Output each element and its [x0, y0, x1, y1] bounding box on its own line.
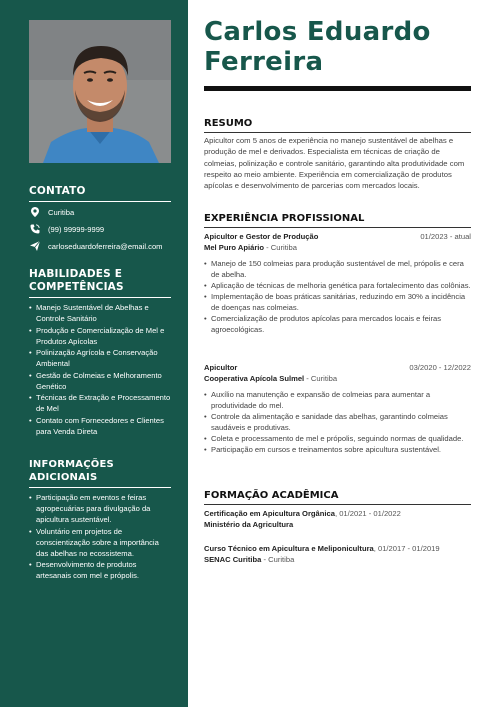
contact-phone — [29, 224, 171, 234]
education-course: Curso Técnico em Apicultura e Meliponicultura — [204, 544, 374, 553]
divider — [204, 504, 471, 505]
candidate-name — [204, 17, 471, 77]
job-company: Cooperativa Apícola Sulmel — [204, 374, 305, 383]
summary-title: RESUMO — [204, 118, 253, 129]
contact-location-text: Curitiba — [48, 207, 75, 217]
contact-title: CONTATO — [29, 185, 86, 197]
contact-location — [29, 207, 171, 217]
location-pin-icon — [29, 207, 41, 217]
list-item: • Manejo de 150 colmeias para produção sustentável de mel, própolis e cera de abelha. — [204, 258, 471, 280]
send-icon — [29, 241, 41, 251]
list-item: • Desenvolvimento de produtos artesanais com mel e própolis. — [29, 559, 171, 581]
list-item: • Participação em cursos e treinamentos sobre apicultura sustentável. — [204, 444, 471, 455]
phone-icon — [29, 224, 41, 234]
list-item: • Auxílio na manutenção e expansão de colmeias para aumentar a produtividade do mel. — [204, 389, 471, 411]
education-institution: Ministério da Agricultura — [204, 520, 294, 529]
list-item: • Contato com Fornecedores e Clientes para Venda Direta — [29, 415, 171, 437]
name-line-2: Ferreira — [204, 47, 324, 77]
contact-section — [29, 185, 171, 251]
education-item — [204, 543, 471, 565]
job-bullets — [204, 258, 471, 335]
divider — [29, 487, 171, 488]
education-dates: , 01/2017 - 01/2019 — [373, 544, 440, 553]
divider — [29, 297, 171, 298]
experience-title: EXPERIÊNCIA PROFISSIONAL — [204, 213, 365, 224]
divider — [204, 227, 471, 228]
name-line-1: Carlos Eduardo — [204, 17, 431, 47]
skills-list — [29, 302, 171, 437]
summary-text: Apicultor com 5 anos de experiência no manejo sustentável de abelhas e produção de mel e derivados. Especialista em técnicas de criação de colmeias, polinização e controle sanitário, garantindo alta produtividade com respeito ao meio ambiente. Experiência em comercialização de produtos apícolas e desenvolvimento de parcerias com mercados locais. — [204, 136, 465, 191]
list-item: • Produção e Comercialização de Mel e Produtos Apícolas — [29, 325, 171, 347]
list-item: • Controle da alimentação e sanidade das abelhas, garantindo colmeias saudáveis e produtivas. — [204, 411, 471, 433]
education-course: Certificação em Apicultura Orgânica — [204, 509, 335, 518]
job-location: - Curitiba — [304, 374, 338, 383]
divider — [204, 132, 471, 133]
list-item: • Gestão de Colmeias e Melhoramento Genético — [29, 370, 171, 392]
skills-title-line2: COMPETÊNCIAS — [29, 281, 124, 293]
additional-info-list — [29, 492, 171, 581]
job-header — [204, 362, 471, 384]
job-dates: 01/2023 - atual — [420, 232, 471, 241]
list-item: • Manejo Sustentável de Abelhas e Controle Sanitário — [29, 302, 171, 324]
contact-phone-text: (99) 99999-9999 — [48, 224, 105, 234]
list-item: • Aplicação de técnicas de melhoria genética para fortalecimento das colônias. — [204, 280, 471, 291]
job-location: - Curitiba — [264, 243, 297, 252]
job-dates: 03/2020 - 12/2022 — [409, 363, 471, 372]
education-dates: , 01/2021 - 01/2022 — [334, 509, 401, 518]
sidebar — [0, 0, 188, 707]
list-item: • Técnicas de Extração e Processamento de Mel — [29, 392, 171, 414]
profile-photo — [29, 20, 171, 163]
list-item: • Voluntário em projetos de conscientização sobre a importância das abelhas no ecossistema. — [29, 526, 171, 559]
list-item: • Comercialização de produtos apícolas para mercados locais e feiras agroecológicas. — [204, 313, 471, 335]
education-institution: SENAC Curitiba — [204, 555, 262, 564]
contact-email[interactable] — [29, 241, 171, 251]
list-item: • Polinização Agrícola e Conservação Ambiental — [29, 347, 171, 369]
education-title: FORMAÇÃO ACADÊMICA — [204, 490, 339, 501]
skills-section — [29, 268, 171, 437]
job-role: Apicultor e Gestor de Produção — [204, 232, 319, 241]
name-divider — [204, 86, 471, 91]
divider — [29, 201, 171, 202]
job-header — [204, 231, 471, 253]
list-item: • Implementação de boas práticas sanitárias, reduzindo em 30% a incidência de doenças nas colmeias. — [204, 291, 471, 313]
skills-title-line1: HABILIDADES E — [29, 268, 123, 280]
job-company: Mel Puro Apiário — [204, 243, 265, 252]
contact-email-text[interactable]: carloseduardoferreira@email.com — [48, 241, 163, 251]
education-location: - Curitiba — [261, 555, 295, 564]
education-item — [204, 508, 471, 530]
additional-info-section — [29, 458, 171, 582]
list-item: • Participação em eventos e feiras agropecuárias para divulgação da apicultura sustentável. — [29, 492, 171, 525]
list-item: • Coleta e processamento de mel e própolis, seguindo normas de qualidade. — [204, 433, 471, 444]
job-bullets — [204, 389, 471, 455]
job-role: Apicultor — [204, 363, 238, 372]
additional-info-title: INFORMAÇÕES ADICIONAIS — [29, 459, 114, 483]
